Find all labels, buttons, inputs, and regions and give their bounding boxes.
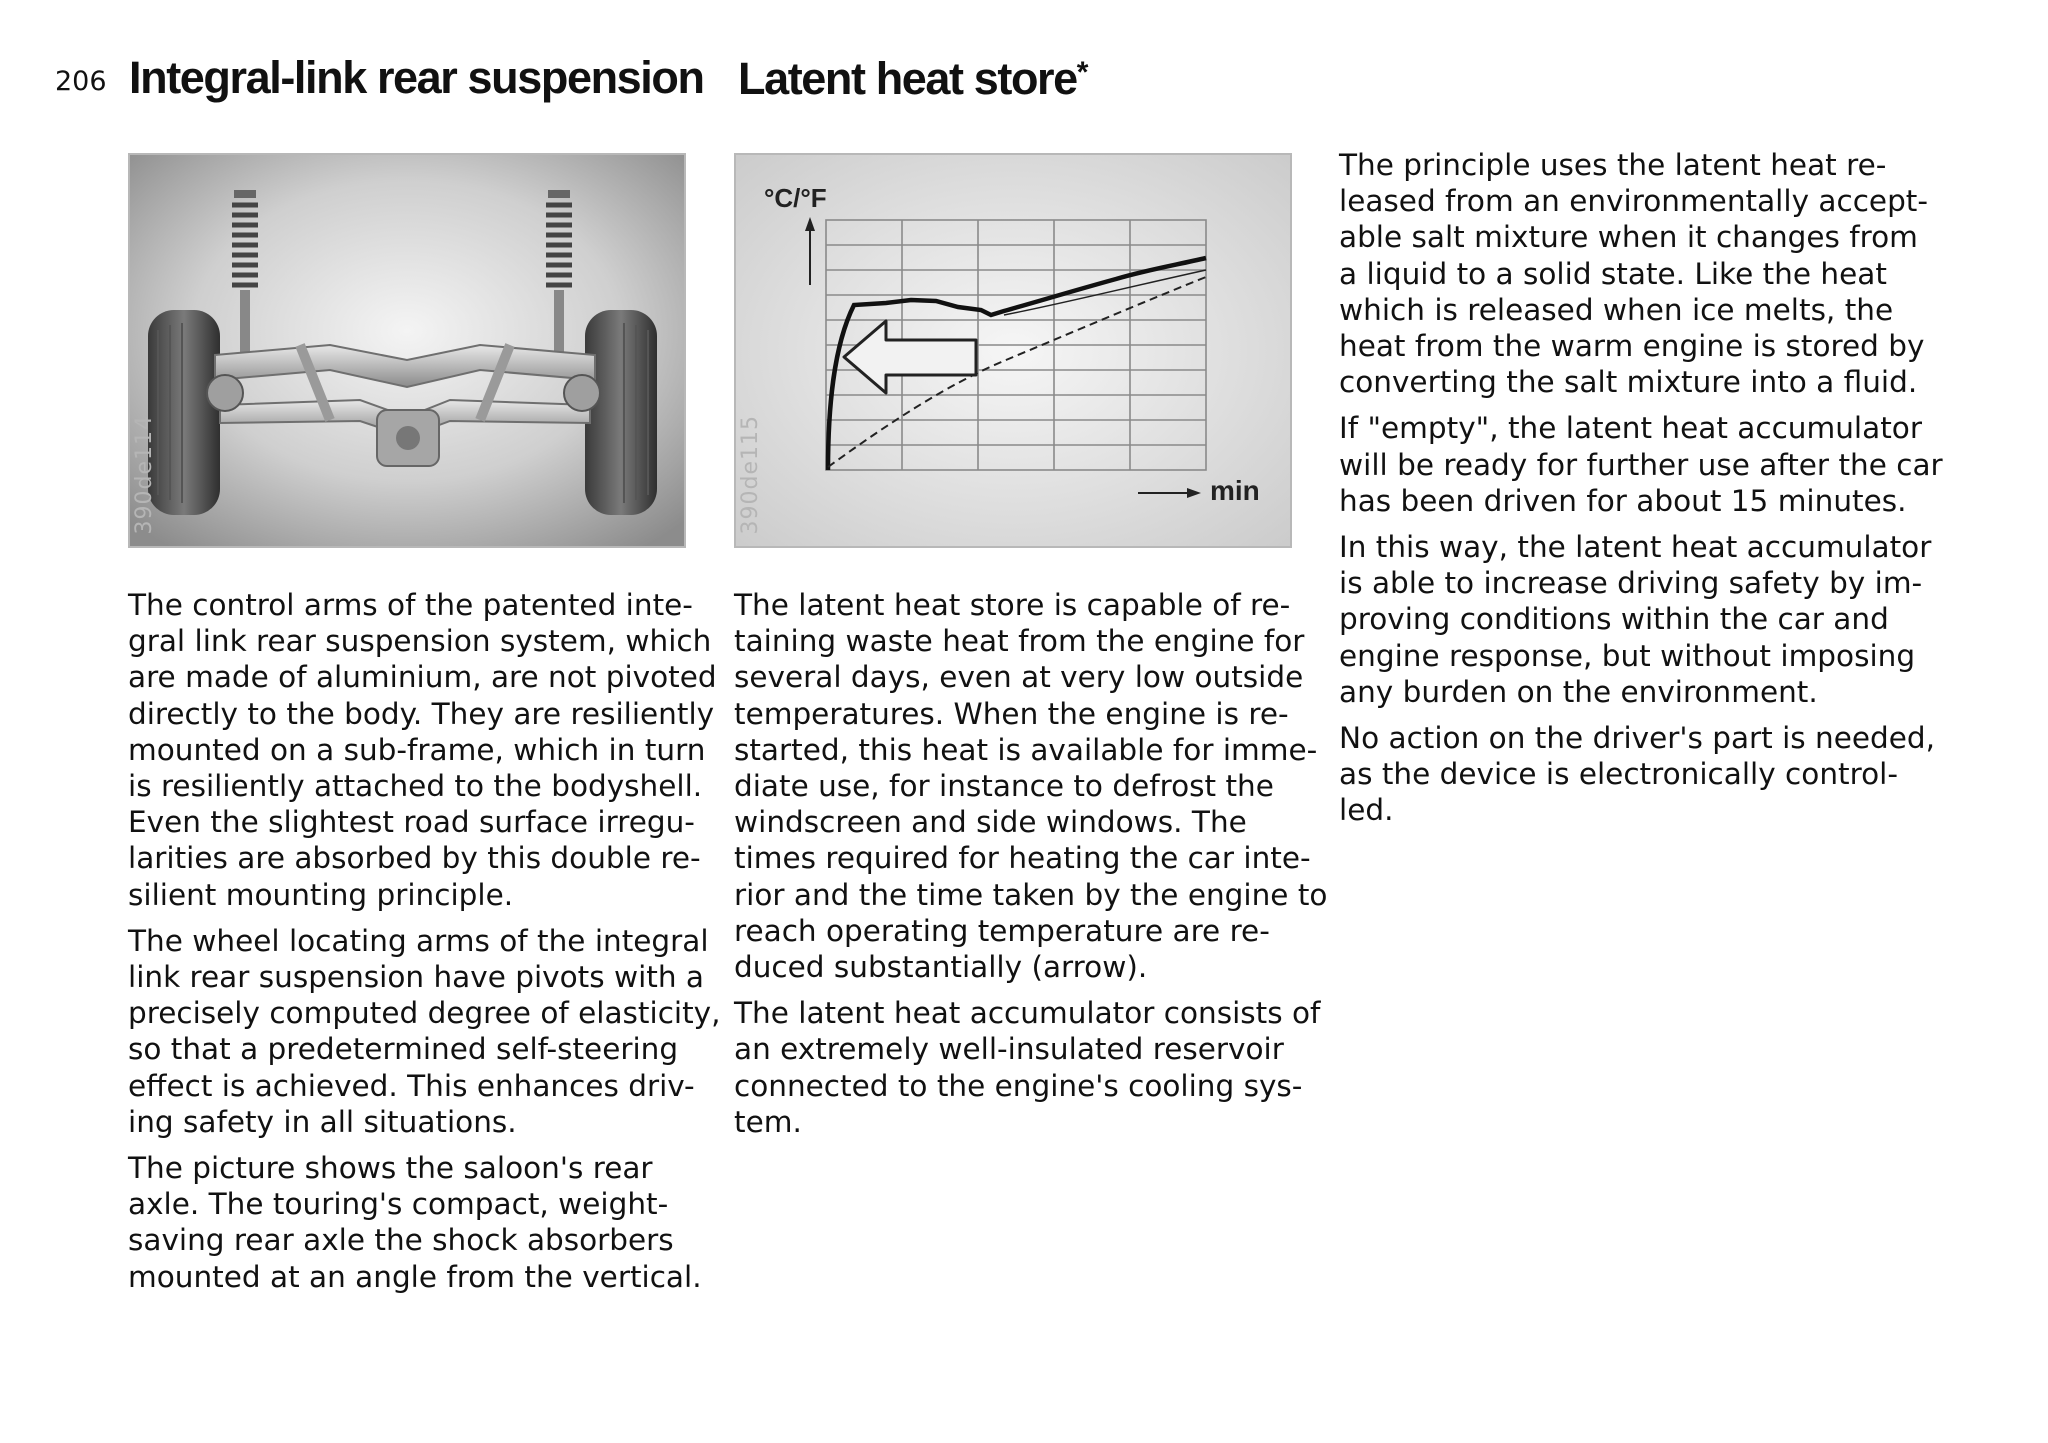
figure-code: 390de114 bbox=[132, 414, 157, 534]
figure-code: 390de115 bbox=[738, 414, 763, 534]
optional-equipment-asterisk: * bbox=[1076, 56, 1088, 89]
paragraph: No action on the driver's part is needed, as the device is electronically control- led. bbox=[1339, 721, 1936, 828]
paragraph: The picture shows the saloon's rear axle. The touring's compact, weight- saving rear axle the shock absorbers mounted at an angle from the vertical. bbox=[128, 1151, 702, 1294]
paragraph: The latent heat accumulator consists of an extremely well-insulated reservoir connected to the engine's cooling sys- tem. bbox=[734, 996, 1321, 1139]
column-latent-heat-text bbox=[734, 587, 1334, 1150]
paragraph: The principle uses the latent heat re- leased from an environmentally accept- able salt mixture when it changes from a liquid to a solid state. Like the heat which is released when ice melts, the heat from the warm engine is stored by converting the salt mixture into a fluid. bbox=[1339, 148, 1929, 400]
x-axis-label: min bbox=[1210, 475, 1260, 506]
page-number: 206 bbox=[55, 66, 107, 97]
rear-axle-figure bbox=[128, 153, 686, 548]
paragraph: The wheel locating arms of the integral link rear suspension have pivots with a precisely computed degree of elasticity, so that a predetermined self-steering effect is achieved. This enhances driv- ing safety in all situations. bbox=[128, 923, 721, 1139]
right-wheel bbox=[585, 310, 657, 515]
paragraph: The latent heat store is capable of re- taining waste heat from the engine for several days, even at very low outside temperatures. When the engine is re- started, this heat is available for imme- diate use, for instance to defrost the windscreen and side windows. The times required for heating the car inte- rior and the time taken by the engine to reach operating temperature are re- duced substantially (arrow). bbox=[734, 588, 1328, 985]
column-rear-suspension-text bbox=[128, 587, 728, 1305]
y-axis-label: °C/°F bbox=[764, 183, 827, 213]
paragraph: If "empty", the latent heat accumulator will be ready for further use after the car has been driven for about 15 minutes. bbox=[1339, 411, 1943, 518]
section-title-latent-heat-store bbox=[738, 52, 1087, 105]
paragraph: The control arms of the patented inte- gral link rear suspension system, which are made of aluminium, are not pivoted directly to the body. They are resiliently mounted on a sub-frame, which in turn is resiliently attached to the bodyshell. Even the slightest road surface irregu- larities are absorbed by this double re- silient mounting principle. bbox=[128, 588, 717, 912]
title-text: Latent heat store bbox=[738, 53, 1077, 104]
section-title-rear-suspension: Integral-link rear suspension bbox=[129, 52, 704, 103]
rear-axle-illustration bbox=[130, 155, 684, 546]
paragraph: In this way, the latent heat accumulator is able to increase driving safety by im- proving conditions within the car and engine response, but without imposing any burden on the environment. bbox=[1339, 530, 1932, 709]
column-latent-heat-principle-text bbox=[1339, 147, 1979, 839]
heat-store-chart-figure bbox=[734, 153, 1292, 548]
